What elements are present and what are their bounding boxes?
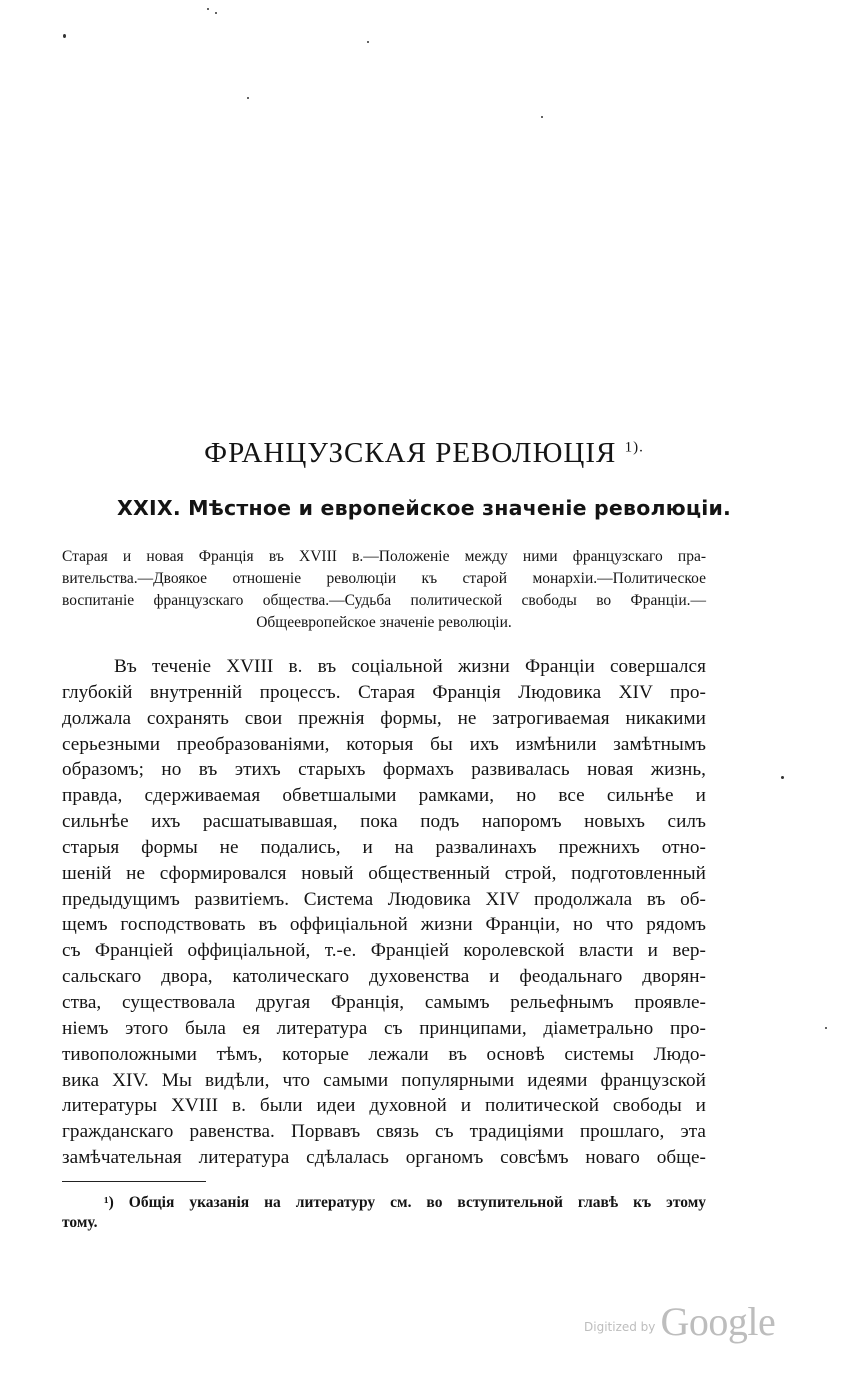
chapter-summary: [62, 546, 706, 634]
footnote: [62, 1193, 706, 1233]
paragraph-line: ства, существовала другая Франція, самымъ рельефнымъ проявле-: [62, 991, 706, 1013]
scan-speck: [215, 12, 217, 14]
body-paragraph: [62, 654, 706, 1171]
paragraph-line: литературы XVIII в. были идеи духовной и политической свободы и: [62, 1095, 706, 1117]
paragraph-line: шеній не сформировался новый общественный строй, подготовленный: [62, 862, 706, 884]
watermark-prefix: Digitized by: [584, 1320, 656, 1334]
summary-line: воспитаніе французскаго общества.—Судьба политической свободы во Франціи.—: [62, 592, 706, 609]
scan-speck: [207, 8, 209, 10]
paragraph-line: серьезными преобразованіями, которыя бы ихъ измѣнили замѣтнымъ: [62, 733, 706, 755]
scan-speck: [367, 41, 369, 43]
paragraph-line: сильнѣе ихъ расшатывавшая, пока подъ напоромъ новыхъ силъ: [62, 811, 706, 833]
chapter-footnote-marker: 1).: [624, 439, 644, 456]
paragraph-line: щемъ господствовать въ оффиціальной жизни Франціи, но что рядомъ: [62, 914, 706, 936]
summary-line: вительства.—Двоякое отношеніе революціи къ старой монархіи.—Политическое: [62, 570, 706, 587]
paragraph-line: ніемъ этого была ея литература съ принципами, діаметрально про-: [62, 1017, 706, 1039]
paragraph-line: гражданскаго равенства. Порвавъ связь съ традиціями прошлаго, эта: [62, 1121, 706, 1143]
paragraph-line: тивоположными тѣмъ, которые лежали въ основѣ системы Людо-: [62, 1043, 706, 1065]
scan-speck: [541, 116, 543, 118]
scan-speck: [781, 776, 784, 779]
paragraph-line: сальскаго двора, католическаго духовенства и феодальнаго дворян-: [62, 966, 706, 988]
chapter-title: [0, 437, 848, 470]
footnote-line: ¹) Общія указанія на литературу см. во вступительной главѣ къ этому: [104, 1194, 706, 1211]
chapter-title-text: ФРАНЦУЗСКАЯ РЕВОЛЮЦІЯ: [204, 437, 617, 469]
paragraph-line: глубокій внутренній процессъ. Старая Франція Людовика XIV про-: [62, 681, 706, 703]
paragraph-line: образомъ; но въ этихъ старыхъ формахъ развивалась новая жизнь,: [62, 759, 706, 781]
paragraph-line: вика XIV. Мы видѣли, что самыми популярными идеями французской: [62, 1069, 706, 1091]
summary-line: Общеевропейское значеніе революціи.: [256, 614, 512, 631]
paragraph-line: замѣчательная литература сдѣлалась органомъ совсѣмъ новаго обще-: [62, 1147, 706, 1169]
paragraph-line: съ Франціей оффиціальной, т.-е. Франціей королевской власти и вер-: [62, 940, 706, 962]
paragraph-line: предыдущимъ развитіемъ. Система Людовика XIV продолжала въ об-: [62, 888, 706, 910]
paragraph-line: старыя формы не подались, и на развалинахъ прежнихъ отно-: [62, 836, 706, 858]
footnote-line: тому.: [62, 1214, 98, 1231]
scan-speck: [247, 97, 249, 99]
paragraph-line: Въ теченіе XVIII в. въ соціальной жизни Франціи совершался: [114, 656, 706, 677]
section-title: XXIX. Мѣстное и европейское значеніе революціи.: [117, 496, 731, 520]
scan-speck: [63, 34, 66, 38]
summary-line: Старая и новая Франція въ XVIII в.—Положеніе между ними французскаго пра-: [62, 548, 706, 565]
watermark-logo: Google: [660, 1299, 776, 1344]
paragraph-line: должала сохранять свои прежнія формы, не затрогиваемая никакими: [62, 707, 706, 729]
digitized-watermark: [584, 1298, 775, 1345]
scan-speck: [825, 1027, 827, 1029]
paragraph-line: правда, сдерживаемая обветшалыми рамками, но все сильнѣе и: [62, 785, 706, 807]
footnote-divider: [62, 1181, 206, 1182]
